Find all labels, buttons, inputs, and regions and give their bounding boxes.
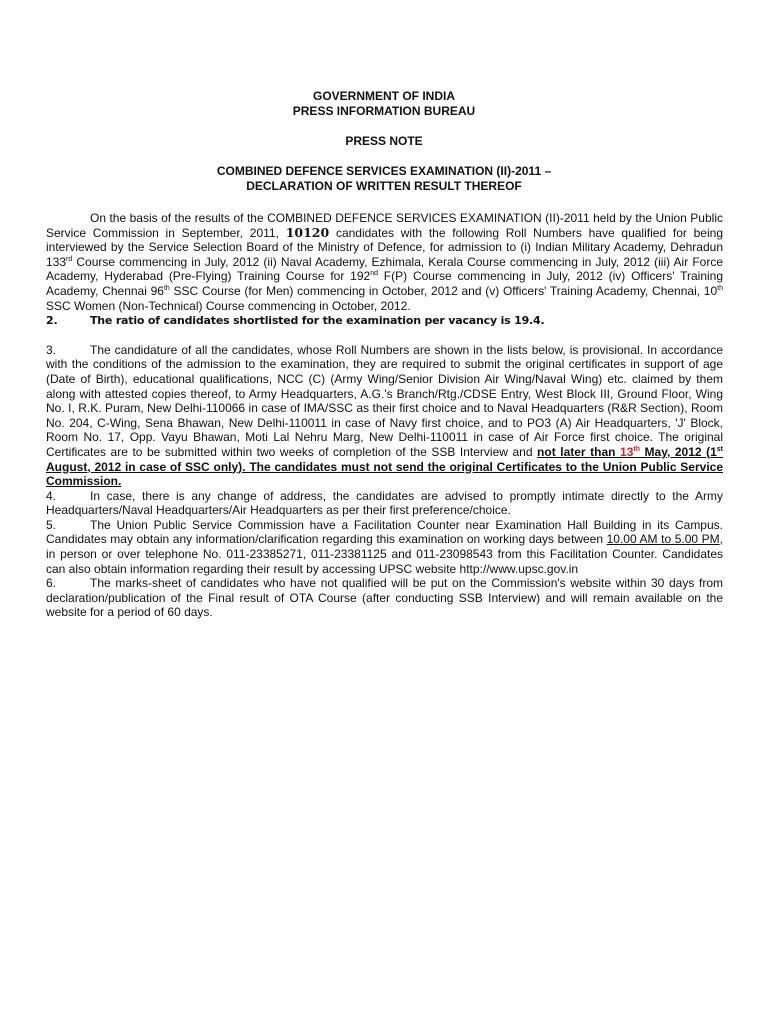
paragraph-3 bbox=[46, 343, 723, 489]
p1-sup-3: th bbox=[163, 284, 170, 292]
p1-text-a: On the basis of the results of the COMBINED DEFENCE SERVICES EXAMINATION (II)-2011 held by the Union Public Service Commission in September, 2011, bbox=[46, 211, 723, 240]
p4-number: 4. bbox=[46, 488, 57, 503]
p1-sup-2: nd bbox=[370, 270, 378, 278]
paragraph-6 bbox=[46, 576, 723, 620]
p1-text-c: Course commencing in July, 2012 (ii) Naval Academy, Ezhimala, Kerala Course commencing in July, 2012 (iii) Air Force Academy, Hyderabad (Pre-Flying) Training Course for 192 bbox=[46, 254, 723, 284]
p6-text: The marks-sheet of candidates who have not qualified will be put on the Commission's website within 30 days from declaration/publication of the Final result of OTA Course (after conducting SSB Interview) and will remain available on the website for a period of 60 days. bbox=[46, 576, 723, 620]
p1-text-e: SSC Course (for Men) commencing in October, 2012 and (v) Officers' Training Academy, Chennai, 10 bbox=[169, 283, 718, 298]
p4-text: In case, there is any change of address, the candidates are advised to promptly intimate directly to the Army Headquarters/Naval Headquarters/Air Headquarters as per their first preference/choice. bbox=[46, 488, 723, 518]
title-line-2: DECLARATION OF WRITTEN RESULT THEREOF bbox=[246, 179, 522, 193]
p1-sup-1: rd bbox=[66, 255, 73, 263]
p6-number: 6. bbox=[46, 576, 57, 591]
ratio-text: The ratio of candidates shortlisted for the examination per vacancy is 19.4. bbox=[90, 314, 545, 328]
p1-text-d: F(P) Course commencing in July, 2012 (iv) Officers' Training Academy, Chennai 96 bbox=[46, 269, 724, 298]
p1-sup-4: th bbox=[717, 284, 723, 292]
p1-text-f: SSC Women (Non-Technical) Course commencing in October, 2012. bbox=[46, 298, 411, 313]
p2-number: 2. bbox=[46, 314, 58, 328]
office-hours: 10.00 AM to 5.00 PM bbox=[606, 532, 720, 547]
press-note-heading: PRESS NOTE bbox=[345, 134, 423, 148]
p5-text-b: , in person or over telephone No. 011-23385271, 011-23381125 and 011-23098543 from this Facilitation Counter. Candidates can also obtain information regarding their result by accessing UPSC website http://www.upsc.gov.in bbox=[46, 532, 723, 576]
p5-text-a: The Union Public Service Commission have a Facilitation Counter near Examination Hall Building in its Campus. Candidates may obtain any information/clarification regarding this examination on working days between bbox=[46, 517, 723, 547]
p5-number: 5. bbox=[46, 517, 57, 532]
paragraph-4 bbox=[46, 489, 723, 518]
document-body bbox=[46, 211, 723, 620]
document-header bbox=[0, 89, 768, 194]
deadline-text: not later than 13th May, 2012 (1st August, 2012 in case of SSC only). The candidates must not send the original Certificates to the Union Public Service Commission. bbox=[46, 444, 724, 489]
p1-text-b: candidates with the following Roll Numbers have qualified for being interviewed by the Service Selection Board of the Ministry of Defence, for admission to (i) Indian Military Academy, Dehradun 133 bbox=[46, 225, 723, 269]
paragraph-1 bbox=[46, 211, 723, 313]
deadline-date-red: 13 bbox=[620, 444, 634, 459]
paragraph-5 bbox=[46, 518, 723, 576]
title-line-1: COMBINED DEFENCE SERVICES EXAMINATION (II)-2011 – bbox=[216, 164, 552, 178]
qualified-count: 10120 bbox=[285, 224, 330, 240]
header-bureau: PRESS INFORMATION BUREAU bbox=[292, 104, 476, 118]
p3-text: The candidature of all the candidates, whose Roll Numbers are shown in the lists below, is provisional. In accordance with the conditions of the admission to the examination, they are required to submit the original certificates in support of age (Date of Birth), educational qualifications, NCC (C) (Army Wing/Senior Division Air Wing/Naval Wing) etc. claimed by them along with attested copies thereof, to Army Headquarters, A.G.'s Branch/Rtg./CDSE Entry, West Block III, Ground Floor, Wing No. I, R.K. Puram, New Delhi-110066 in case of IMA/SSC as their first choice and to Naval Headquarters (R&R Section), Room No. 204, C-Wing, Sena Bhawan, New Delhi-110011 in case of Navy first choice, and to PO3 (A) Air Headquarters, 'J' Block, Room No. 17, Opp. Vayu Bhawan, Moti Lal Nehru Marg, New Delhi-110011 in case of Air Force first choice. The original Certificates are to be submitted within two weeks of completion of the SSB Interview and bbox=[46, 342, 723, 459]
paragraph-2 bbox=[46, 314, 723, 329]
header-government: GOVERNMENT OF INDIA bbox=[312, 89, 455, 103]
p3-number: 3. bbox=[46, 342, 57, 357]
